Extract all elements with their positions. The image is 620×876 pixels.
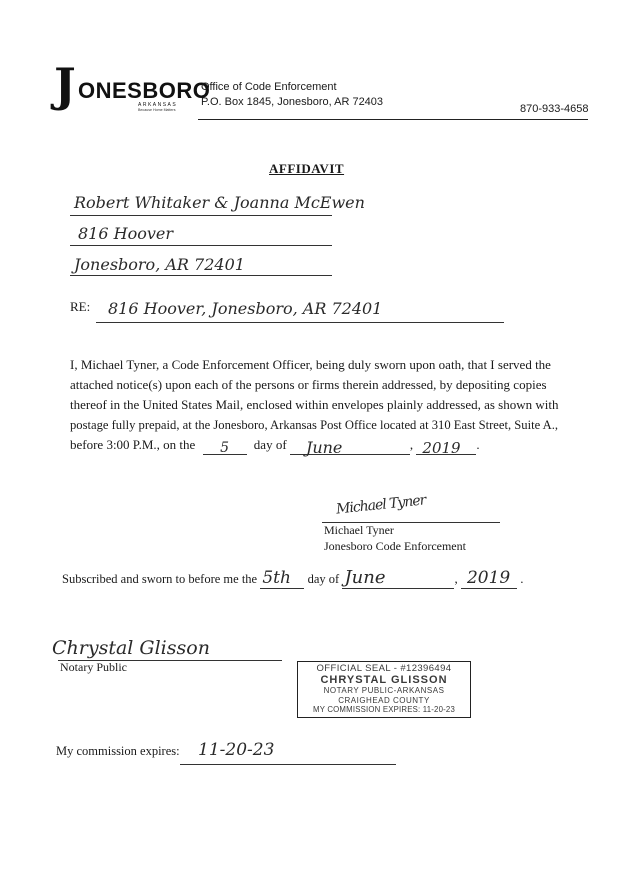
body-year: 2019 <box>422 439 461 457</box>
body-comma: , <box>409 437 414 452</box>
subscribed-year-field <box>461 568 517 589</box>
subscribed-prefix: Subscribed and sworn to before me the <box>62 572 258 586</box>
notary-label: Notary Public <box>60 660 127 674</box>
subscribed-year: 2019 <box>466 568 511 588</box>
commission-label: My commission expires: <box>56 744 180 758</box>
seal-line-4: CRAIGHEAD COUNTY <box>338 696 430 705</box>
logo-subtitle: ARKANSAS <box>138 102 178 108</box>
body-line: postage fully prepaid, at the Jonesboro, Arkansas Post Office located at 310 East Street, Suite A., <box>70 418 559 432</box>
document-title: AFFIDAVIT <box>269 161 345 176</box>
body-period: . <box>476 437 480 452</box>
body-year-field <box>416 438 476 455</box>
recipient-name: Robert Whitaker & Joanna McEwen <box>74 193 365 212</box>
body-day-field <box>203 438 247 455</box>
affidavit-body <box>70 355 559 457</box>
body-line: attached notice(s) upon each of the persons or firms therein addressed, by depositing copies <box>70 377 547 392</box>
recipient-city: Jonesboro, AR 72401 <box>74 255 245 274</box>
office-address: P.O. Box 1845, Jonesboro, AR 72403 <box>201 96 384 108</box>
subscribed-line <box>62 568 523 589</box>
officer-name: Michael Tyner <box>324 523 394 537</box>
re-value: 816 Hoover, Jonesboro, AR 72401 <box>108 299 383 318</box>
subscribed-period: . <box>516 571 524 586</box>
logo-tagline: Because Home Matters <box>138 108 176 112</box>
subscribed-day-of: day of <box>307 572 340 586</box>
seal-line-5: MY COMMISSION EXPIRES: 11-20-23 <box>313 705 455 714</box>
subscribed-day: 5th <box>262 568 291 588</box>
seal-line-3: NOTARY PUBLIC-ARKANSAS <box>323 686 445 695</box>
body-day: 5 <box>220 440 229 456</box>
body-line: I, Michael Tyner, a Code Enforcement Officer, being duly sworn upon oath, that I served the <box>70 357 551 372</box>
logo-letter: J <box>54 58 76 112</box>
jonesboro-logo <box>52 58 211 116</box>
office-block <box>201 80 441 110</box>
body-month: June <box>305 438 343 457</box>
body-line: thereof in the United States Mail, enclosed within envelopes plainly addressed, as shown with <box>70 397 559 412</box>
header-rule <box>198 119 588 120</box>
office-name: Office of Code Enforcement <box>201 81 337 93</box>
subscribed-comma: , <box>454 571 458 586</box>
re-label: RE: <box>70 299 91 314</box>
body-month-field <box>290 438 410 455</box>
logo-word: ONESBORO <box>78 78 211 103</box>
subscribed-day-field <box>260 568 304 589</box>
official-notary-seal <box>297 661 471 718</box>
commission-value: 11-20-23 <box>198 740 275 760</box>
officer-title: Jonesboro Code Enforcement <box>324 539 466 553</box>
commission-line <box>180 764 396 765</box>
seal-line-1: OFFICIAL SEAL - #12396494 <box>316 663 452 674</box>
office-phone: 870-933-4658 <box>520 103 589 115</box>
seal-line-2: CHRYSTAL GLISSON <box>320 674 448 686</box>
notary-signature: Chrystal Glisson <box>52 637 210 659</box>
body-date-line <box>70 435 550 455</box>
recipient-street: 816 Hoover <box>78 224 173 243</box>
recipient-city-line <box>70 275 332 276</box>
re-line <box>96 322 504 323</box>
body-day-of: day of <box>253 437 287 452</box>
recipient-street-line <box>70 245 332 246</box>
officer-signature: Michael Tyner <box>335 492 427 518</box>
subscribed-month: June <box>344 567 386 588</box>
body-date-prefix: before 3:00 P.M., on the <box>70 437 196 452</box>
subscribed-month-field <box>342 568 454 589</box>
recipient-name-line <box>70 215 332 216</box>
